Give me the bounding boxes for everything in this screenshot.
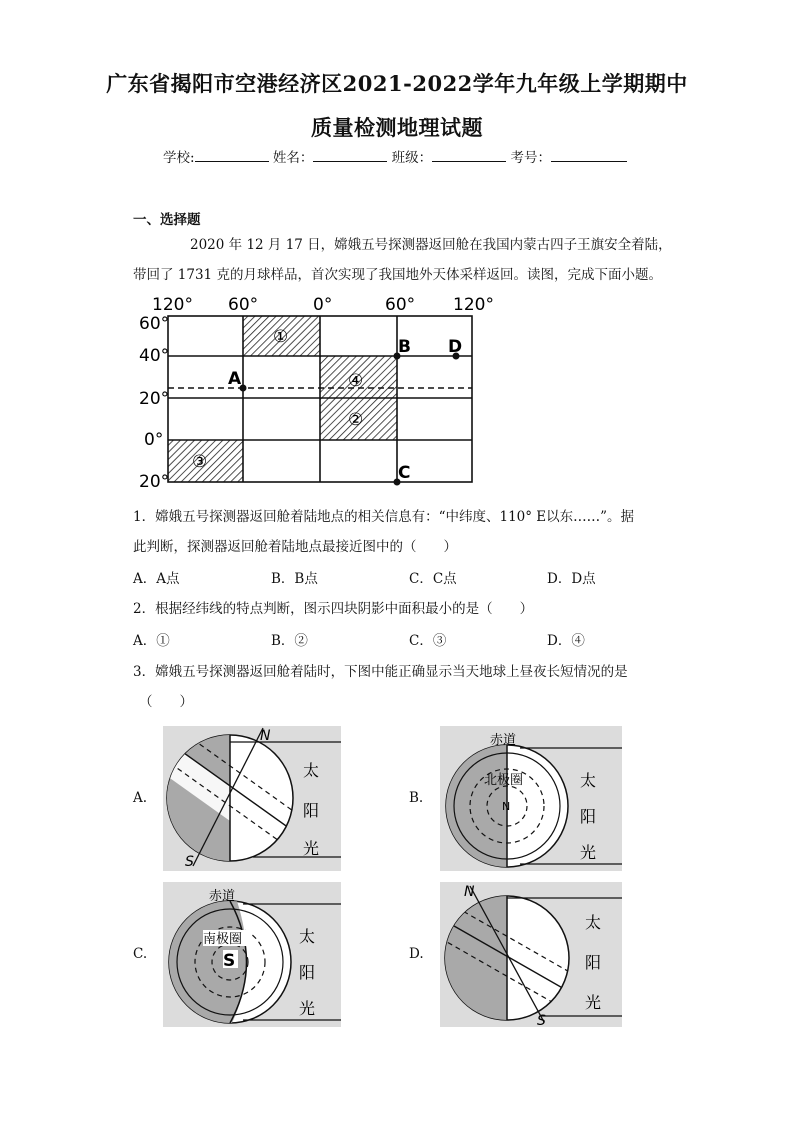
question-1-stem: 1．嫦娥五号探测器返回舱着陆地点的相关信息有：“中纬度、110° E以东……”。据 — [133, 509, 635, 525]
point-a-label: A — [228, 369, 242, 389]
sunlight-char: 太 — [580, 771, 597, 790]
q3-option-c[interactable]: C. — [133, 946, 148, 962]
sunlight-char: 光 — [585, 993, 602, 1012]
name-blank[interactable] — [313, 147, 387, 162]
q2-option-a[interactable]: A．① — [133, 633, 170, 649]
diagram-c[interactable] — [163, 882, 341, 1027]
passage-line-1: 2020 年 12 月 17 日，嫦娥五号探测器返回舱在我国内蒙古四子王旗安全着陆， — [190, 237, 672, 253]
north-label: N — [260, 728, 271, 744]
q3-option-a[interactable]: A. — [133, 790, 148, 806]
north-label: N — [464, 884, 475, 900]
sunlight-char: 太 — [299, 927, 316, 946]
lon-label: 60° — [228, 295, 259, 315]
sunlight-char: 光 — [299, 999, 316, 1018]
class-label: 班级： — [391, 150, 433, 166]
school-label: 学校: — [163, 150, 195, 166]
lat-label: 40° — [139, 346, 170, 366]
q1-option-d[interactable]: D．D点 — [547, 571, 596, 587]
sunlight-char: 光 — [580, 843, 597, 862]
diagram-a[interactable] — [163, 726, 341, 871]
sunlight-char: 太 — [303, 761, 320, 780]
equator-label: 赤道 — [490, 733, 517, 748]
question-2-stem: 2．根据经纬线的特点判断，图示四块阴影中面积最小的是（ ） — [133, 601, 534, 617]
lon-label: 120° — [152, 295, 193, 315]
q1-option-c[interactable]: C．C点 — [409, 571, 457, 587]
lat-label: 60° — [139, 314, 170, 334]
q3-option-d[interactable]: D. — [409, 946, 424, 962]
sunlight-char: 阳 — [580, 807, 597, 826]
north-pole-label: N — [502, 800, 511, 813]
q2-option-c[interactable]: C．③ — [409, 633, 447, 649]
south-label: S — [185, 854, 194, 870]
antarctic-circle-label: 南极圈 — [203, 932, 243, 947]
lat-lon-grid-map — [130, 292, 500, 492]
arctic-circle-label: 北极圈 — [484, 773, 524, 788]
exam-number-label: 考号： — [510, 150, 551, 166]
page-title: 广东省揭阳市空港经济区2021-2022学年九年级上学期期中 — [106, 71, 688, 96]
south-pole-label: S — [223, 951, 236, 971]
lat-label: 0° — [144, 430, 164, 450]
passage-line-2: 带回了 1731 克的月球样品，首次实现了我国地外天体采样返回。读图，完成下面小题。 — [133, 267, 662, 283]
south-label: S — [537, 1013, 546, 1027]
sunlight-char: 阳 — [585, 953, 602, 972]
exam-number-blank[interactable] — [551, 147, 627, 162]
lon-label: 0° — [313, 295, 333, 315]
q3-option-b[interactable]: B. — [409, 790, 424, 806]
page-subtitle: 质量检测地理试题 — [311, 115, 483, 140]
question-3-stem-cont: （ ） — [139, 694, 193, 710]
q1-option-a[interactable]: A．A点 — [133, 571, 180, 587]
name-label: 姓名： — [272, 150, 314, 166]
q1-option-b[interactable]: B．B点 — [271, 571, 318, 587]
lon-label: 120° — [453, 295, 494, 315]
sunlight-char: 阳 — [303, 801, 320, 820]
q2-option-d[interactable]: D．④ — [547, 633, 585, 649]
sunlight-char: 太 — [585, 913, 602, 932]
point-c-label: C — [398, 463, 411, 483]
section-heading: 一、选择题 — [133, 212, 201, 228]
student-info-row — [163, 146, 627, 166]
question-3-stem: 3．嫦娥五号探测器返回舱着陆时，下图中能正确显示当天地球上昼夜长短情况的是 — [133, 664, 628, 680]
q2-option-b[interactable]: B．② — [271, 633, 308, 649]
region-1-label: ① — [273, 327, 289, 347]
region-4-label: ④ — [348, 371, 364, 391]
diagram-b[interactable] — [440, 726, 622, 871]
region-3-label: ③ — [192, 452, 208, 472]
region-2-label: ② — [348, 410, 364, 430]
equator-label: 赤道 — [209, 889, 236, 904]
school-blank[interactable] — [195, 147, 269, 162]
point-b-label: B — [398, 337, 411, 357]
sunlight-char: 光 — [303, 839, 320, 858]
class-blank[interactable] — [432, 147, 506, 162]
question-1-stem-cont: 此判断，探测器返回舱着陆地点最接近图中的（ ） — [133, 539, 457, 555]
lon-label: 60° — [385, 295, 416, 315]
point-d-label: D — [448, 337, 463, 357]
lat-label: 20° — [139, 472, 170, 492]
diagram-d[interactable] — [440, 882, 622, 1027]
lat-label: 20° — [139, 389, 170, 409]
sunlight-char: 阳 — [299, 963, 316, 982]
